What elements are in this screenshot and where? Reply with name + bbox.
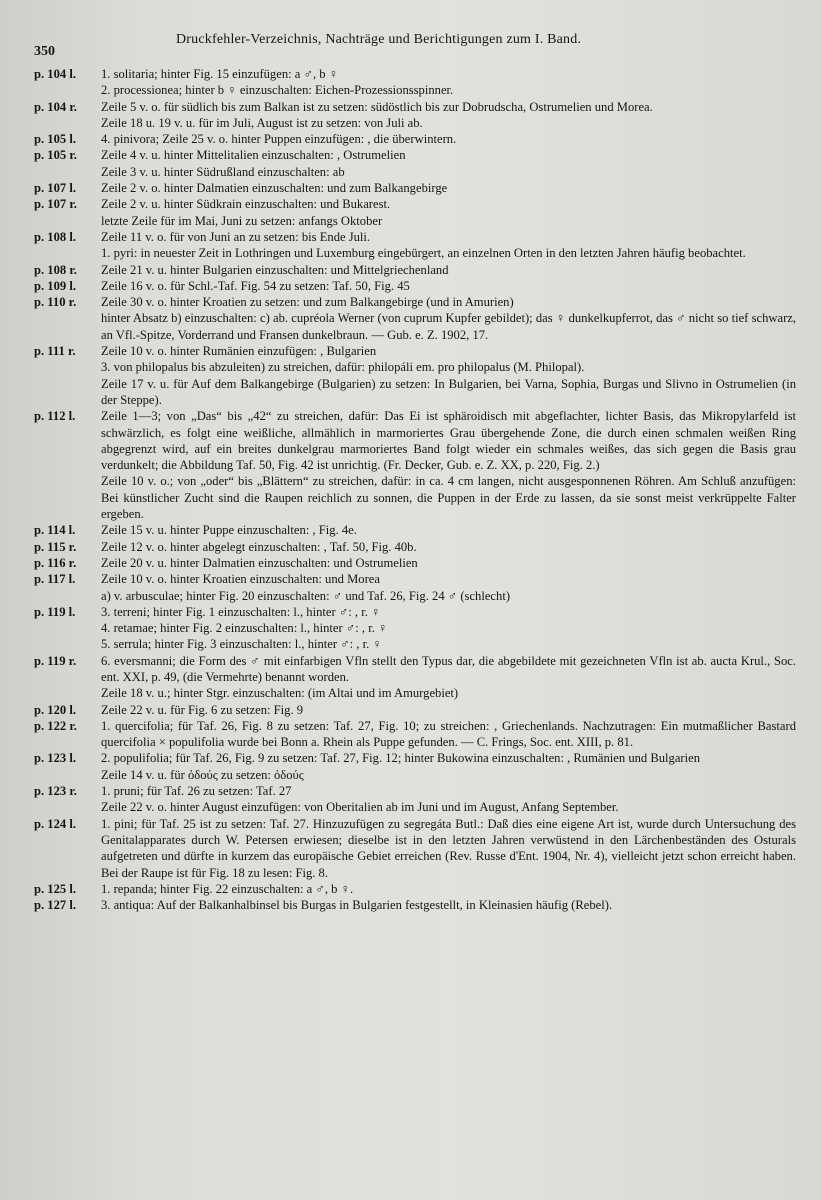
correction-line: Zeile 30 v. o. hinter Kroatien zu setzen: und zum Balkangebirge (und in Amurien): [101, 295, 514, 310]
entry-body: [101, 262, 796, 278]
correction-line: 3. terreni; hinter Fig. 1 einzuschalten: l., hinter ♂: , r. ♀: [101, 604, 381, 619]
correction-line: hinter Absatz b) einzuschalten: c) ab. cupréola Werner (von cuprum Kupfer gebildet); das ♀ dunkelkupferrot, das ♂ nicht so tief schwarz, an Vfl.-Spitze, Vorderrand und Fransen dunkelbraun. — Gub. e. Z. 1902, 17.: [101, 311, 796, 342]
errata-entry: [34, 343, 796, 408]
correction-line: 3. von philopalus bis abzuleiten) zu streichen, dafür: philopáli em. pro philopalus (M. Philopal).: [101, 360, 585, 375]
errata-entry: [34, 816, 796, 881]
correction-line: 1. pyri: in neuester Zeit in Lothringen und Luxemburg eingebürgert, an einzelnen Orten in den letzten Jahren häufig beobachtet.: [101, 246, 746, 261]
errata-list: [34, 66, 796, 913]
page-reference: p. 122 r.: [34, 718, 77, 733]
errata-entry: [34, 229, 796, 262]
page-reference: p. 109 l.: [34, 278, 76, 293]
correction-line: Zeile 16 v. o. für Schl.-Taf. Fig. 54 zu setzen: Taf. 50, Fig. 45: [101, 278, 410, 293]
entry-body: [101, 147, 796, 180]
errata-entry: [34, 750, 796, 783]
entry-body: [101, 294, 796, 343]
correction-line: Zeile 1—3; von „Das“ bis „42“ zu streichen, dafür: Das Ei ist sphäroidisch mit abgeflachter, lichter Basis, das Mikropylarfeld ist schwärzlich, es folgt eine weißliche, allmählich in marmoriertes Grau übergehende Zone, die durch einen schmalen weißen Ring abgegrenzt wird, auf ein breites dunkelgrau marmoriertes Band folgt wieder ein schmales weißes, das sich gegen die Basis grau verdunkelt; die Abbildung Taf. 50, Fig. 42 ist unrichtig. (Fr. Decker, Gub. e. Z. XX, p. 220, Fig. 2.): [101, 409, 796, 473]
entry-body: [101, 881, 796, 897]
correction-line: Zeile 12 v. o. hinter abgelegt einzuschalten: , Taf. 50, Fig. 40b.: [101, 539, 417, 554]
correction-line: Zeile 22 v. u. für Fig. 6 zu setzen: Fig. 9: [101, 702, 304, 717]
correction-line: Zeile 10 v. o. hinter Kroatien einzuschalten: und Morea: [101, 572, 380, 587]
errata-entry: [34, 522, 796, 538]
entry-body: [101, 555, 796, 571]
correction-line: Zeile 2 v. u. hinter Südkrain einzuschalten: und Bukarest.: [101, 197, 391, 212]
errata-entry: [34, 294, 796, 343]
errata-entry: [34, 147, 796, 180]
correction-line: Zeile 3 v. u. hinter Südrußland einzuschalten: ab: [101, 164, 345, 179]
page-reference: p. 120 l.: [34, 702, 76, 717]
correction-line: Zeile 20 v. u. hinter Dalmatien einzuschalten: und Ostrumelien: [101, 555, 418, 570]
page-reference: p. 110 r.: [34, 295, 77, 310]
correction-line: a) v. arbusculae; hinter Fig. 20 einzuschalten: ♂ und Taf. 26, Fig. 24 ♂ (schlecht): [101, 588, 511, 603]
entry-body: [101, 343, 796, 408]
entry-body: [101, 99, 796, 132]
errata-entry: [34, 539, 796, 555]
correction-line: Zeile 10 v. o. hinter Rumänien einzufügen: , Bulgarien: [101, 344, 377, 359]
errata-entry: [34, 783, 796, 816]
running-title: Druckfehler-Verzeichnis, Nachträge und Berichtigungen zum I. Band.: [176, 32, 582, 47]
entry-body: [101, 816, 796, 881]
errata-entry: [34, 702, 796, 718]
errata-entry: [34, 131, 796, 147]
correction-line: 1. repanda; hinter Fig. 22 einzuschalten: a ♂, b ♀.: [101, 881, 354, 896]
entry-body: [101, 750, 796, 783]
page-reference: p. 104 l.: [34, 67, 76, 81]
page-reference: p. 119 l.: [34, 604, 76, 619]
errata-entry: [34, 180, 796, 196]
entry-body: [101, 897, 796, 913]
errata-entry: [34, 718, 796, 751]
page-reference: p. 107 r.: [34, 197, 77, 212]
correction-line: Zeile 2 v. o. hinter Dalmatien einzuschalten: und zum Balkangebirge: [101, 181, 448, 196]
page-reference: p. 112 l.: [34, 409, 76, 424]
correction-line: Zeile 10 v. o.; von „oder“ bis „Blättern“ zu streichen, dafür: in ca. 4 cm langen, nicht ausgesponnenen Röhren. Am Schluß anzufügen: Bei künstlicher Zucht sind die Raupen reichlich zu sonnen, die Puppen in der Erde zu lassen, da sie sonst meist verkrüppelte Falter ergeben.: [101, 474, 796, 522]
correction-line: 4. retamae; hinter Fig. 2 einzuschalten: l., hinter ♂: , r. ♀: [101, 621, 388, 636]
correction-line: 2. populifolia; für Taf. 26, Fig. 9 zu setzen: Taf. 27, Fig. 12; hinter Bukowina einzuschalten: , Rumänien und Bulgarien: [101, 751, 701, 766]
correction-line: letzte Zeile für im Mai, Juni zu setzen: anfangs Oktober: [101, 213, 383, 228]
page-reference: p. 111 r.: [34, 344, 76, 359]
correction-line: Zeile 11 v. o. für von Juni an zu setzen: bis Ende Juli.: [101, 229, 371, 244]
page-reference: p. 108 l.: [34, 229, 76, 244]
errata-entry: [34, 408, 796, 522]
correction-line: Zeile 22 v. o. hinter August einzufügen: von Oberitalien ab im Juni und im August, Anfang September.: [101, 800, 619, 815]
entry-body: [101, 196, 796, 229]
correction-line: 2. processionea; hinter b ♀ einzuschalten: Eichen-Prozessionsspinner.: [101, 83, 454, 98]
correction-line: 1. pini; für Taf. 25 ist zu setzen: Taf. 27. Hinzuzufügen zu segregáta Butl.: Daß dies eine eigene Art ist, wurde durch Untersuchung des Genitalapparates durch W. Petersen erwiesen; dieselbe ist in den letzten Jahren verwüstend in den Lärchenbeständen des Osturals aufgetreten und dürfte in kurzem das europäische Gebiet erreichen (Rev. Russe d'Ent. 1904, Nr. 4), vielleicht jetzt schon erreicht haben. Bei der Raupe ist für Fig. 18 zu lesen: Fig. 8.: [101, 816, 796, 880]
errata-entry: [34, 881, 796, 897]
entry-body: [101, 604, 796, 653]
errata-entry: [34, 555, 796, 571]
errata-entry: [34, 604, 796, 653]
entry-body: [101, 702, 796, 718]
errata-entry: [34, 196, 796, 229]
page-reference: p. 107 l.: [34, 181, 76, 196]
correction-line: 3. antiqua: Auf der Balkanhalbinsel bis Burgas in Bulgarien festgestellt, in Kleinasien häufig (Rebel).: [101, 898, 613, 913]
page-reference: p. 108 r.: [34, 262, 77, 277]
errata-entry: [34, 653, 796, 702]
errata-entry: [34, 897, 796, 913]
correction-line: 1. pruni; für Taf. 26 zu setzen: Taf. 27: [101, 784, 292, 799]
correction-line: 5. serrula; hinter Fig. 3 einzuschalten: l., hinter ♂: , r. ♀: [101, 637, 382, 652]
page-reference: p. 119 r.: [34, 653, 77, 668]
correction-line: Zeile 17 v. u. für Auf dem Balkangebirge (Bulgarien) zu setzen: In Bulgarien, bei Varna, Sophia, Burgas und Slivno in Ostrumelien (in der Steppe).: [101, 376, 796, 407]
correction-line: 4. pinivora; Zeile 25 v. o. hinter Puppen einzufügen: , die überwintern.: [101, 132, 457, 147]
correction-line: Zeile 4 v. u. hinter Mittelitalien einzuschalten: , Ostrumelien: [101, 148, 406, 163]
entry-body: [101, 653, 796, 702]
errata-entry: [34, 278, 796, 294]
page-reference: p. 114 l.: [34, 523, 76, 538]
errata-entry: [34, 66, 796, 99]
page-reference: p. 127 l.: [34, 898, 76, 913]
page-reference: p. 116 r.: [34, 555, 77, 570]
page-reference: p. 123 l.: [34, 751, 76, 766]
errata-entry: [34, 99, 796, 132]
correction-line: Zeile 14 v. u. für ὀδούς zu setzen: ὀδούς: [101, 767, 304, 782]
page-reference: p. 105 l.: [34, 132, 76, 147]
entry-body: [101, 278, 796, 294]
correction-line: Zeile 18 v. u.; hinter Stgr. einzuschalten: (im Altai und im Amurgebiet): [101, 686, 459, 701]
errata-entry: [34, 571, 796, 604]
correction-line: 1. solitaria; hinter Fig. 15 einzufügen: a ♂, b ♀: [101, 67, 339, 81]
page-reference: p. 115 r.: [34, 539, 77, 554]
entry-body: [101, 66, 796, 99]
page-reference: p. 104 r.: [34, 99, 77, 114]
page-reference: p. 125 l.: [34, 881, 76, 896]
correction-line: 1. quercifolia; für Taf. 26, Fig. 8 zu setzen: Taf. 27, Fig. 10; zu streichen: , Griechenlands. Nachzutragen: Ein mutmaßlicher Bastard quercifolia × populifolia wurde bei Bonn a. Rhein als Puppe gefunden. — C. Frings, Soc. ent. XIII, p. 81.: [101, 718, 796, 750]
page-reference: p. 124 l.: [34, 816, 76, 831]
entry-body: [101, 571, 796, 604]
correction-line: Zeile 18 u. 19 v. u. für im Juli, August ist zu setzen: von Juli ab.: [101, 115, 423, 130]
correction-line: 6. eversmanni; die Form des ♂ mit einfarbigen Vfln stellt den Typus dar, die abgebildete mit gezeichneten Vfln ist ab. aucta Krul., Soc. ent. XXI, p. 49, (die Vermehrte) benannt worden.: [101, 653, 796, 684]
correction-line: Zeile 5 v. o. für südlich bis zum Balkan ist zu setzen: südöstlich bis zur Dobrudscha, Ostrumelien und Morea.: [101, 99, 653, 114]
entry-body: [101, 539, 796, 555]
page-header: [34, 30, 781, 59]
entry-body: [101, 408, 796, 522]
entry-body: [101, 229, 796, 262]
entry-body: [101, 522, 796, 538]
entry-body: [101, 718, 796, 751]
page-reference: p. 105 r.: [34, 148, 77, 163]
errata-entry: [34, 262, 796, 278]
entry-body: [101, 131, 796, 147]
page-number: 350: [34, 44, 55, 59]
correction-line: Zeile 21 v. u. hinter Bulgarien einzuschalten: und Mittelgriechenland: [101, 262, 449, 277]
correction-line: Zeile 15 v. u. hinter Puppe einzuschalten: , Fig. 4e.: [101, 523, 357, 538]
entry-body: [101, 180, 796, 196]
entry-body: [101, 783, 796, 816]
page-reference: p. 117 l.: [34, 572, 76, 587]
page-reference: p. 123 r.: [34, 784, 77, 799]
